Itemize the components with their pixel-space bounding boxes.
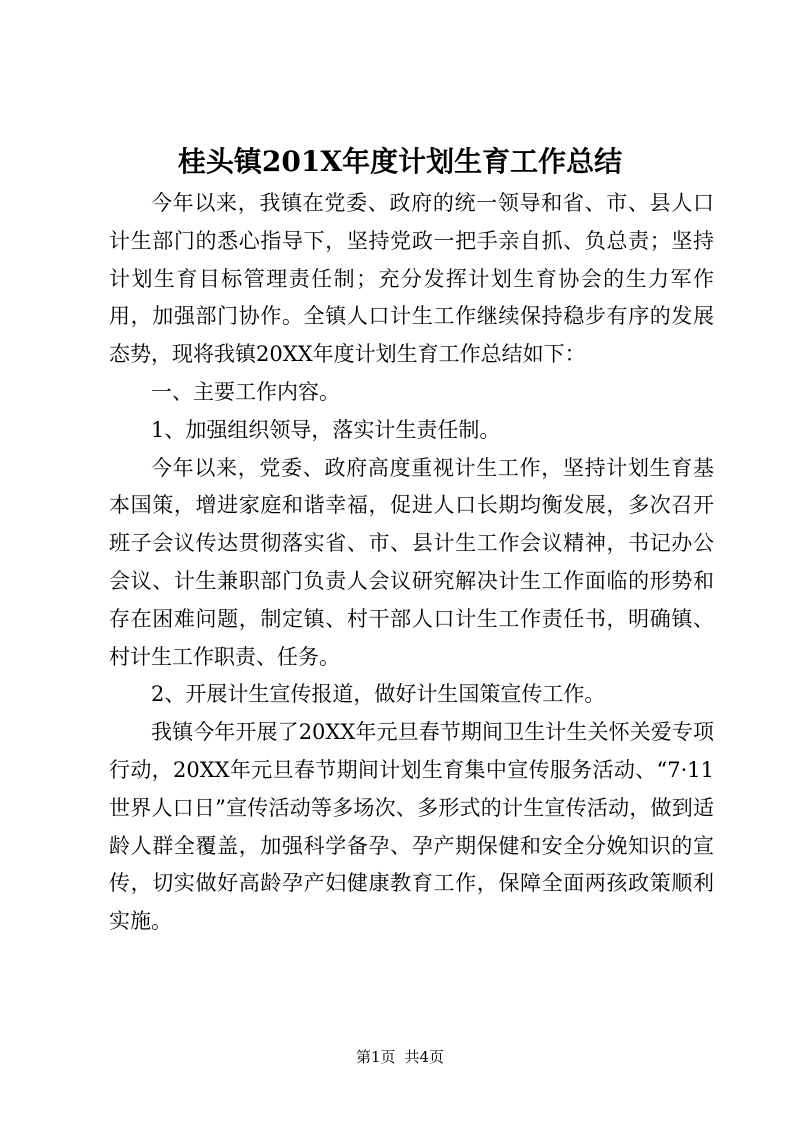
subheading-publicity: 2、开展计生宣传报道，做好计生国策宣传工作。 bbox=[151, 682, 606, 707]
page-number: 第1页 bbox=[355, 1048, 396, 1066]
document-title: 桂头镇201X年度计划生育工作总结 bbox=[177, 145, 623, 178]
section-heading-main-work: 一、主要工作内容。 bbox=[151, 379, 340, 404]
paragraph-intro: 今年以来，我镇在党委、政府的统一领导和省、市、县人口计生部门的悉心指导下，坚持党政一把手亲自抓、负总责；坚持计划生育目标管理责任制；充分发挥计划生育协会的生力军作用，加强部门协作。全镇人口计生工作继续保持稳步有序的发展态势，现将我镇20XX年度计划生育工作总结如下： bbox=[109, 191, 714, 367]
document-body bbox=[109, 185, 714, 941]
page-footer bbox=[0, 1046, 800, 1068]
paragraph-publicity: 我镇今年开展了20XX年元旦春节期间卫生计生关怀关爱专项行动，20XX年元旦春节期间计划生育集中宣传服务活动、“7·11世界人口日”宣传活动等多场次、多形式的计生宣传活动，做到适龄人群全覆盖，加强科学备孕、孕产期保健和安全分娩知识的宣传，切实做好高龄孕产妇健康教育工作，保障全面两孩政策顺利实施。 bbox=[109, 720, 714, 934]
subheading-organization: 1、加强组织领导，落实计生责任制。 bbox=[151, 417, 501, 442]
page-total: 共4页 bbox=[404, 1048, 445, 1066]
paragraph-organization: 今年以来，党委、政府高度重视计生工作，坚持计划生育基本国策，增进家庭和谐幸福，促进人口长期均衡发展，多次召开班子会议传达贯彻落实省、市、县计生工作会议精神，书记办公会议、计生兼职部门负责人会议研究解决计生工作面临的形势和存在困难问题，制定镇、村干部人口计生工作责任书，明确镇、村计生工作职责、任务。 bbox=[109, 455, 714, 669]
